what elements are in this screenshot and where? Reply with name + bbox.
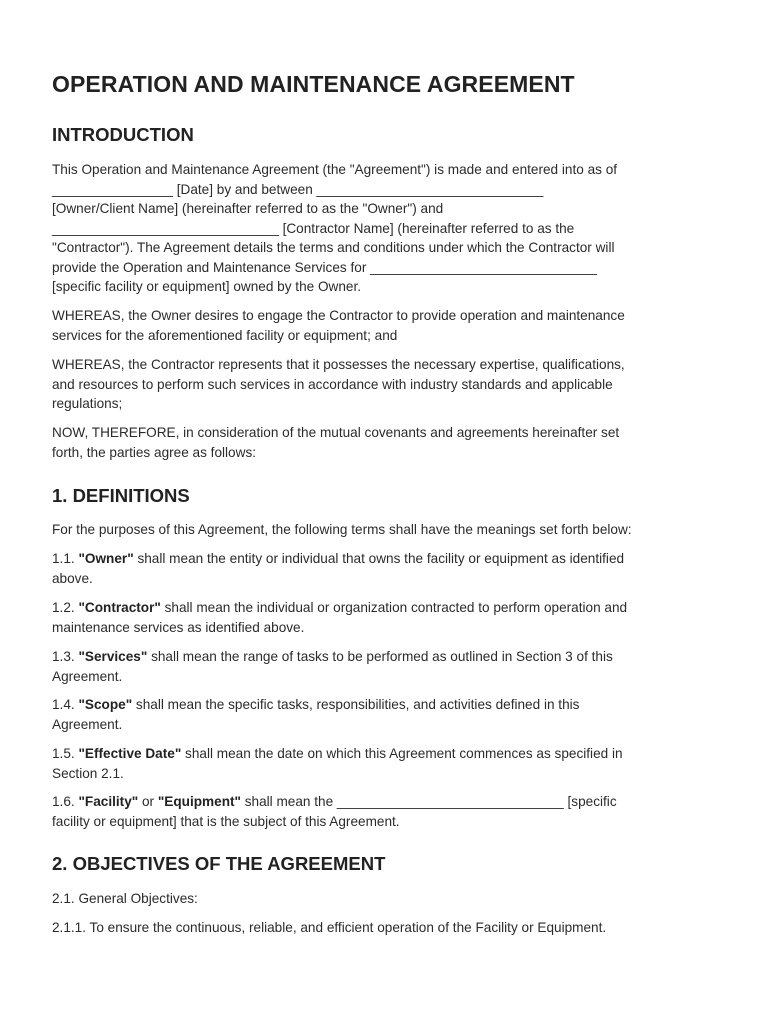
definition-term: "Equipment": [157, 794, 241, 809]
definition-text: shall mean the individual or organization contracted to perform operation and: [160, 600, 628, 615]
text-line: NOW, THEREFORE, in consideration of the mutual covenants and agreements hereinafter set: [52, 425, 620, 440]
definition-effective-date: [52, 744, 722, 783]
definition-text: shall mean the date on which this Agreement commences as specified in: [181, 746, 623, 761]
definition-number: 1.1.: [52, 551, 75, 566]
text-line: ______________________________ [Contractor Name] (hereinafter referred to as the: [52, 220, 575, 236]
text-line: regulations;: [52, 396, 123, 411]
definition-text: facility or equipment] that is the subject of this Agreement.: [52, 813, 400, 829]
text-line: For the purposes of this Agreement, the following terms shall have the meanings set forth below:: [52, 522, 632, 537]
text-line: This Operation and Maintenance Agreement (the "Agreement") is made and entered into as of: [52, 162, 618, 177]
definition-text: shall mean the range of tasks to be performed as outlined in Section 3 of this: [147, 649, 613, 664]
text-line: forth, the parties agree as follows:: [52, 444, 257, 460]
general-objectives: [52, 889, 722, 909]
definition-services: [52, 647, 722, 686]
definition-connector: or: [138, 794, 158, 809]
definition-term: "Contractor": [78, 600, 161, 615]
definition-number: 1.6.: [52, 794, 75, 809]
definition-contractor: [52, 598, 722, 637]
text-line: services for the aforementioned facility or equipment; and: [52, 327, 398, 343]
text-line: WHEREAS, the Contractor represents that it possesses the necessary expertise, qualifications,: [52, 357, 625, 372]
definition-facility: [52, 792, 722, 831]
definition-term: "Services": [78, 649, 148, 664]
definition-term: "Scope": [78, 697, 133, 712]
introduction-paragraph: [52, 160, 722, 297]
document-title: OPERATION AND MAINTENANCE AGREEMENT: [52, 71, 575, 97]
objectives-heading: 2. OBJECTIVES OF THE AGREEMENT: [52, 853, 386, 874]
definition-number: 1.3.: [52, 649, 75, 664]
text-line: 2.1.1. To ensure the continuous, reliable, and efficient operation of the Facility or Equipment.: [52, 920, 607, 935]
whereas-owner-paragraph: [52, 306, 722, 345]
text-line: [Owner/Client Name] (hereinafter referred to as the "Owner") and: [52, 201, 444, 216]
now-therefore-paragraph: [52, 423, 722, 462]
text-line: "Contractor"). The Agreement details the terms and conditions under which the Contractor will: [52, 240, 615, 255]
text-line: ________________ [Date] by and between ______________________________: [52, 181, 544, 197]
definition-text: maintenance services as identified above.: [52, 619, 305, 635]
definition-text: Section 2.1.: [52, 765, 124, 781]
definition-term: "Effective Date": [78, 746, 182, 761]
text-line: WHEREAS, the Owner desires to engage the Contractor to provide operation and maintenance: [52, 308, 625, 323]
objective-item: [52, 918, 722, 938]
text-line: 2.1. General Objectives:: [52, 891, 198, 906]
definition-text: shall mean the specific tasks, responsibilities, and activities defined in this: [132, 697, 580, 712]
text-line: and resources to perform such services in accordance with industry standards and applicable: [52, 376, 613, 392]
definition-text: shall mean the entity or individual that owns the facility or equipment as identified: [133, 551, 625, 566]
definition-text: shall mean the ______________________________ [specific: [240, 794, 617, 809]
definitions-intro: [52, 520, 722, 540]
definition-number: 1.5.: [52, 746, 75, 761]
text-line: [specific facility or equipment] owned by the Owner.: [52, 279, 362, 294]
text-line: provide the Operation and Maintenance Services for ______________________________: [52, 259, 597, 275]
definition-owner: [52, 549, 722, 588]
definition-text: above.: [52, 570, 93, 586]
whereas-contractor-paragraph: [52, 355, 722, 414]
definition-number: 1.4.: [52, 697, 75, 712]
definition-scope: [52, 695, 722, 734]
definition-term: "Owner": [78, 551, 134, 566]
definition-text: Agreement.: [52, 716, 123, 732]
definition-text: Agreement.: [52, 668, 123, 684]
definition-number: 1.2.: [52, 600, 75, 615]
definitions-heading: 1. DEFINITIONS: [52, 485, 190, 506]
definition-term: "Facility": [78, 794, 139, 809]
introduction-heading: INTRODUCTION: [52, 124, 194, 145]
